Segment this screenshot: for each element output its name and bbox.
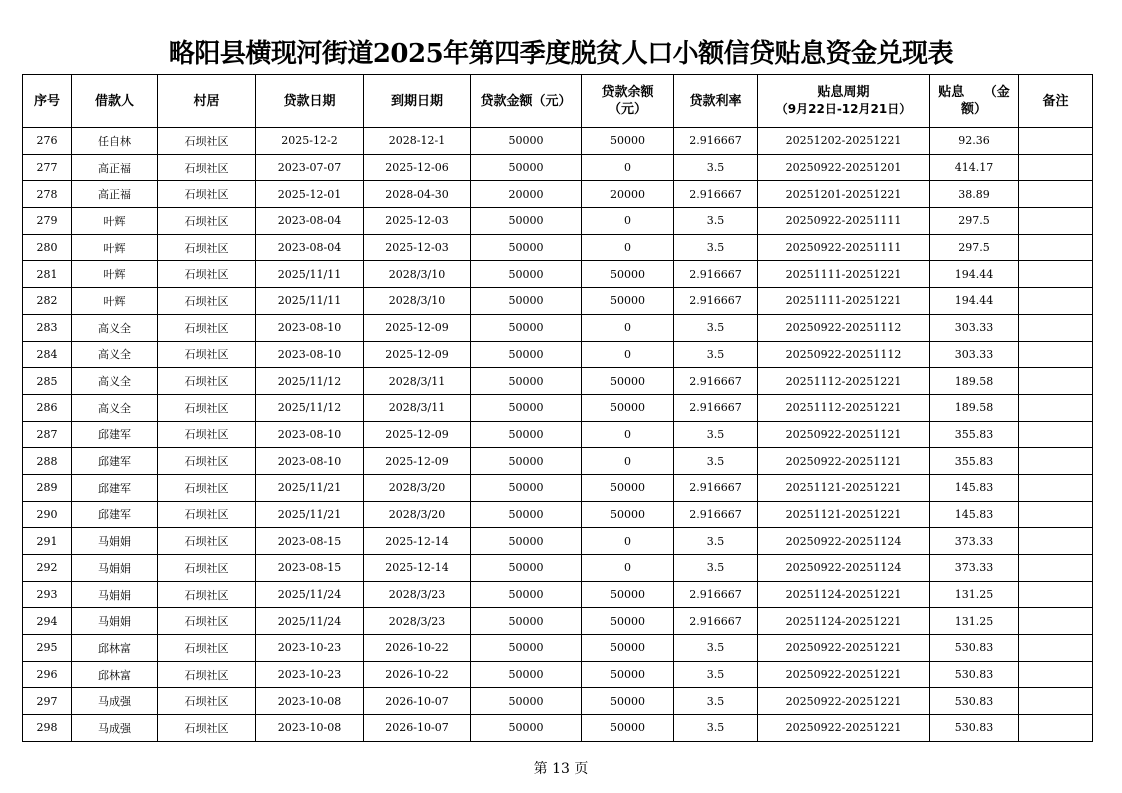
cell-loan-date: 2025/11/24 [256, 581, 364, 608]
cell-subsidy-amount: 131.25 [930, 608, 1019, 635]
cell-village: 石坝社区 [158, 474, 256, 501]
cell-loan-rate: 3.5 [674, 341, 758, 368]
cell-borrower: 邱建军 [72, 501, 158, 528]
cell-loan-rate: 3.5 [674, 154, 758, 181]
header-due-date: 到期日期 [364, 75, 471, 128]
cell-loan-rate: 3.5 [674, 448, 758, 475]
table-row [23, 394, 1093, 421]
cell-index: 280 [23, 234, 72, 261]
cell-subsidy-amount: 530.83 [930, 715, 1019, 742]
cell-note [1019, 608, 1093, 635]
cell-subsidy-period: 20251201-20251221 [758, 181, 930, 208]
cell-loan-balance: 50000 [582, 288, 674, 315]
cell-loan-balance: 50000 [582, 368, 674, 395]
cell-note [1019, 234, 1093, 261]
cell-loan-balance: 0 [582, 421, 674, 448]
header-loan-balance-line1: 贷款余额 [601, 85, 654, 100]
cell-loan-amount: 50000 [471, 635, 582, 662]
header-subsidy-amount-line2: 额） [960, 102, 987, 117]
cell-loan-rate: 2.916667 [674, 608, 758, 635]
cell-loan-rate: 2.916667 [674, 474, 758, 501]
cell-loan-balance: 50000 [582, 261, 674, 288]
cell-borrower: 邱建军 [72, 474, 158, 501]
cell-loan-amount: 50000 [471, 421, 582, 448]
cell-village: 石坝社区 [158, 448, 256, 475]
cell-note [1019, 368, 1093, 395]
cell-index: 294 [23, 608, 72, 635]
cell-loan-amount: 50000 [471, 528, 582, 555]
cell-subsidy-period: 20250922-20251112 [758, 314, 930, 341]
cell-loan-date: 2025/11/21 [256, 474, 364, 501]
cell-note [1019, 688, 1093, 715]
cell-note [1019, 261, 1093, 288]
cell-loan-amount: 50000 [471, 368, 582, 395]
header-subsidy-amount-line1: 贴息 （金 [938, 85, 1010, 100]
table-row [23, 208, 1093, 235]
cell-note [1019, 555, 1093, 582]
cell-loan-amount: 20000 [471, 181, 582, 208]
cell-loan-rate: 2.916667 [674, 288, 758, 315]
cell-index: 282 [23, 288, 72, 315]
cell-loan-amount: 50000 [471, 394, 582, 421]
cell-due-date: 2025-12-09 [364, 448, 471, 475]
cell-village: 石坝社区 [158, 261, 256, 288]
header-subsidy-period-line2: （9月22日-12月21日） [775, 102, 912, 116]
cell-subsidy-period: 20251111-20251221 [758, 288, 930, 315]
cell-index: 287 [23, 421, 72, 448]
cell-loan-date: 2023-10-23 [256, 661, 364, 688]
cell-index: 289 [23, 474, 72, 501]
cell-village: 石坝社区 [158, 608, 256, 635]
cell-borrower: 马成强 [72, 688, 158, 715]
cell-loan-date: 2023-10-23 [256, 635, 364, 662]
table-row [23, 341, 1093, 368]
cell-subsidy-period: 20251112-20251221 [758, 394, 930, 421]
cell-loan-balance: 50000 [582, 501, 674, 528]
cell-due-date: 2028-04-30 [364, 181, 471, 208]
cell-borrower: 马娟娟 [72, 555, 158, 582]
cell-borrower: 邱建军 [72, 448, 158, 475]
cell-loan-rate: 3.5 [674, 234, 758, 261]
cell-borrower: 马娟娟 [72, 528, 158, 555]
cell-note [1019, 661, 1093, 688]
cell-loan-amount: 50000 [471, 288, 582, 315]
cell-note [1019, 154, 1093, 181]
header-subsidy-period-line1: 贴息周期 [817, 85, 870, 100]
cell-due-date: 2025-12-09 [364, 314, 471, 341]
cell-loan-date: 2025/11/11 [256, 261, 364, 288]
cell-loan-date: 2025/11/12 [256, 394, 364, 421]
cell-due-date: 2028/3/10 [364, 261, 471, 288]
cell-loan-rate: 3.5 [674, 661, 758, 688]
table-row [23, 661, 1093, 688]
cell-subsidy-amount: 38.89 [930, 181, 1019, 208]
cell-due-date: 2026-10-07 [364, 688, 471, 715]
cell-subsidy-amount: 530.83 [930, 635, 1019, 662]
cell-loan-amount: 50000 [471, 581, 582, 608]
cell-subsidy-amount: 355.83 [930, 421, 1019, 448]
cell-subsidy-amount: 414.17 [930, 154, 1019, 181]
cell-village: 石坝社区 [158, 314, 256, 341]
cell-subsidy-period: 20251121-20251221 [758, 474, 930, 501]
cell-loan-amount: 50000 [471, 661, 582, 688]
cell-loan-balance: 50000 [582, 474, 674, 501]
document-title: 略阳县横现河街道2025年第四季度脱贫人口小额信贷贴息资金兑现表 [168, 39, 954, 69]
cell-due-date: 2026-10-22 [364, 635, 471, 662]
cell-due-date: 2026-10-22 [364, 661, 471, 688]
cell-index: 281 [23, 261, 72, 288]
cell-loan-balance: 20000 [582, 181, 674, 208]
table-row [23, 261, 1093, 288]
cell-loan-amount: 50000 [471, 208, 582, 235]
cell-subsidy-period: 20251124-20251221 [758, 581, 930, 608]
cell-loan-rate: 2.916667 [674, 368, 758, 395]
cell-borrower: 高正福 [72, 181, 158, 208]
cell-loan-amount: 50000 [471, 261, 582, 288]
cell-subsidy-period: 20250922-20251124 [758, 528, 930, 555]
cell-subsidy-period: 20250922-20251111 [758, 234, 930, 261]
cell-index: 283 [23, 314, 72, 341]
cell-subsidy-period: 20251124-20251221 [758, 608, 930, 635]
cell-loan-rate: 2.916667 [674, 261, 758, 288]
cell-loan-date: 2025-12-2 [256, 128, 364, 155]
cell-index: 276 [23, 128, 72, 155]
cell-village: 石坝社区 [158, 341, 256, 368]
cell-loan-date: 2025/11/21 [256, 501, 364, 528]
cell-loan-rate: 3.5 [674, 715, 758, 742]
cell-loan-balance: 0 [582, 208, 674, 235]
table-row [23, 715, 1093, 742]
header-loan-date: 贷款日期 [256, 75, 364, 128]
cell-subsidy-period: 20250922-20251112 [758, 341, 930, 368]
cell-subsidy-period: 20251111-20251221 [758, 261, 930, 288]
cell-village: 石坝社区 [158, 394, 256, 421]
cell-note [1019, 635, 1093, 662]
cell-loan-date: 2025/11/24 [256, 608, 364, 635]
cell-loan-rate: 3.5 [674, 208, 758, 235]
cell-subsidy-amount: 297.5 [930, 208, 1019, 235]
cell-subsidy-amount: 131.25 [930, 581, 1019, 608]
cell-index: 296 [23, 661, 72, 688]
cell-village: 石坝社区 [158, 581, 256, 608]
cell-loan-date: 2023-08-10 [256, 341, 364, 368]
table-row [23, 154, 1093, 181]
cell-note [1019, 181, 1093, 208]
cell-subsidy-amount: 530.83 [930, 688, 1019, 715]
cell-subsidy-amount: 92.36 [930, 128, 1019, 155]
cell-loan-rate: 2.916667 [674, 501, 758, 528]
table-body [23, 128, 1093, 742]
cell-note [1019, 501, 1093, 528]
cell-due-date: 2025-12-09 [364, 341, 471, 368]
cell-loan-rate: 3.5 [674, 421, 758, 448]
cell-subsidy-amount: 189.58 [930, 368, 1019, 395]
header-loan-rate: 贷款利率 [674, 75, 758, 128]
header-subsidy-period [758, 75, 930, 128]
cell-subsidy-amount: 194.44 [930, 288, 1019, 315]
cell-loan-rate: 3.5 [674, 635, 758, 662]
cell-borrower: 高义全 [72, 394, 158, 421]
header-loan-balance [582, 75, 674, 128]
cell-note [1019, 528, 1093, 555]
cell-due-date: 2028/3/10 [364, 288, 471, 315]
cell-loan-rate: 3.5 [674, 555, 758, 582]
table-row [23, 501, 1093, 528]
cell-due-date: 2026-10-07 [364, 715, 471, 742]
cell-loan-date: 2025-12-01 [256, 181, 364, 208]
cell-index: 295 [23, 635, 72, 662]
cell-loan-rate: 3.5 [674, 528, 758, 555]
header-note: 备注 [1019, 75, 1093, 128]
cell-subsidy-period: 20251121-20251221 [758, 501, 930, 528]
cell-loan-balance: 0 [582, 314, 674, 341]
cell-borrower: 叶辉 [72, 288, 158, 315]
cell-loan-balance: 50000 [582, 635, 674, 662]
cell-subsidy-period: 20251202-20251221 [758, 128, 930, 155]
cell-borrower: 马娟娟 [72, 581, 158, 608]
cell-subsidy-amount: 145.83 [930, 501, 1019, 528]
cell-note [1019, 208, 1093, 235]
cell-subsidy-amount: 530.83 [930, 661, 1019, 688]
cell-borrower: 叶辉 [72, 208, 158, 235]
cell-loan-rate: 2.916667 [674, 581, 758, 608]
cell-loan-amount: 50000 [471, 448, 582, 475]
cell-borrower: 邱林富 [72, 635, 158, 662]
cell-loan-date: 2023-08-15 [256, 528, 364, 555]
cell-loan-amount: 50000 [471, 341, 582, 368]
cell-note [1019, 394, 1093, 421]
cell-loan-date: 2023-08-04 [256, 208, 364, 235]
cell-subsidy-period: 20250922-20251221 [758, 635, 930, 662]
cell-loan-balance: 0 [582, 555, 674, 582]
cell-due-date: 2025-12-06 [364, 154, 471, 181]
table-row [23, 555, 1093, 582]
cell-village: 石坝社区 [158, 501, 256, 528]
header-borrower: 借款人 [72, 75, 158, 128]
table-row [23, 608, 1093, 635]
cell-subsidy-amount: 355.83 [930, 448, 1019, 475]
cell-due-date: 2025-12-03 [364, 234, 471, 261]
header-index: 序号 [23, 75, 72, 128]
cell-loan-date: 2023-08-04 [256, 234, 364, 261]
table-header-row [23, 75, 1093, 128]
cell-subsidy-period: 20250922-20251221 [758, 688, 930, 715]
cell-loan-amount: 50000 [471, 474, 582, 501]
cell-village: 石坝社区 [158, 208, 256, 235]
cell-village: 石坝社区 [158, 128, 256, 155]
cell-borrower: 邱建军 [72, 421, 158, 448]
cell-village: 石坝社区 [158, 555, 256, 582]
cell-note [1019, 715, 1093, 742]
header-loan-balance-line2: （元） [607, 102, 647, 117]
table-row [23, 635, 1093, 662]
cell-borrower: 高义全 [72, 368, 158, 395]
cell-index: 288 [23, 448, 72, 475]
cell-loan-balance: 0 [582, 234, 674, 261]
cell-subsidy-period: 20250922-20251121 [758, 421, 930, 448]
cell-loan-amount: 50000 [471, 501, 582, 528]
cell-loan-date: 2023-08-10 [256, 448, 364, 475]
cell-village: 石坝社区 [158, 421, 256, 448]
cell-note [1019, 288, 1093, 315]
cell-subsidy-period: 20250922-20251124 [758, 555, 930, 582]
cell-subsidy-period: 20250922-20251111 [758, 208, 930, 235]
table-row [23, 128, 1093, 155]
cell-due-date: 2028/3/20 [364, 474, 471, 501]
cell-borrower: 马成强 [72, 715, 158, 742]
cell-note [1019, 474, 1093, 501]
cell-due-date: 2028-12-1 [364, 128, 471, 155]
cell-index: 290 [23, 501, 72, 528]
cell-index: 279 [23, 208, 72, 235]
cell-note [1019, 448, 1093, 475]
header-loan-amount: 贷款金额（元） [471, 75, 582, 128]
cell-subsidy-amount: 189.58 [930, 394, 1019, 421]
cell-due-date: 2028/3/20 [364, 501, 471, 528]
cell-index: 278 [23, 181, 72, 208]
cell-village: 石坝社区 [158, 528, 256, 555]
cell-borrower: 高义全 [72, 341, 158, 368]
cell-loan-rate: 3.5 [674, 314, 758, 341]
cell-village: 石坝社区 [158, 154, 256, 181]
table-row [23, 528, 1093, 555]
subsidy-table [22, 74, 1093, 742]
cell-subsidy-amount: 297.5 [930, 234, 1019, 261]
cell-loan-date: 2025/11/11 [256, 288, 364, 315]
cell-subsidy-period: 20250922-20251221 [758, 661, 930, 688]
cell-loan-rate: 2.916667 [674, 128, 758, 155]
cell-loan-balance: 0 [582, 448, 674, 475]
cell-subsidy-amount: 145.83 [930, 474, 1019, 501]
cell-index: 297 [23, 688, 72, 715]
table-row [23, 234, 1093, 261]
cell-loan-date: 2023-10-08 [256, 715, 364, 742]
cell-borrower: 高义全 [72, 314, 158, 341]
cell-loan-rate: 2.916667 [674, 394, 758, 421]
cell-subsidy-period: 20251112-20251221 [758, 368, 930, 395]
cell-note [1019, 314, 1093, 341]
cell-loan-rate: 2.916667 [674, 181, 758, 208]
cell-index: 286 [23, 394, 72, 421]
cell-loan-balance: 50000 [582, 608, 674, 635]
cell-borrower: 任自林 [72, 128, 158, 155]
cell-due-date: 2028/3/23 [364, 581, 471, 608]
cell-loan-rate: 3.5 [674, 688, 758, 715]
cell-loan-balance: 50000 [582, 581, 674, 608]
cell-due-date: 2025-12-14 [364, 555, 471, 582]
cell-village: 石坝社区 [158, 181, 256, 208]
cell-loan-balance: 50000 [582, 688, 674, 715]
cell-subsidy-amount: 373.33 [930, 555, 1019, 582]
cell-loan-amount: 50000 [471, 154, 582, 181]
cell-loan-date: 2023-08-10 [256, 421, 364, 448]
cell-loan-date: 2023-08-15 [256, 555, 364, 582]
cell-loan-amount: 50000 [471, 314, 582, 341]
cell-subsidy-period: 20250922-20251121 [758, 448, 930, 475]
cell-loan-amount: 50000 [471, 688, 582, 715]
table-row [23, 421, 1093, 448]
cell-index: 298 [23, 715, 72, 742]
cell-village: 石坝社区 [158, 688, 256, 715]
cell-note [1019, 341, 1093, 368]
table-row [23, 288, 1093, 315]
cell-borrower: 叶辉 [72, 234, 158, 261]
cell-subsidy-amount: 194.44 [930, 261, 1019, 288]
cell-village: 石坝社区 [158, 234, 256, 261]
cell-note [1019, 421, 1093, 448]
cell-loan-balance: 0 [582, 528, 674, 555]
page-number: 第 13 页 [533, 761, 589, 777]
cell-due-date: 2025-12-03 [364, 208, 471, 235]
cell-loan-amount: 50000 [471, 715, 582, 742]
cell-village: 石坝社区 [158, 368, 256, 395]
cell-due-date: 2028/3/11 [364, 394, 471, 421]
header-subsidy-amount [930, 75, 1019, 128]
table-row [23, 368, 1093, 395]
cell-loan-balance: 50000 [582, 661, 674, 688]
cell-index: 277 [23, 154, 72, 181]
cell-loan-amount: 50000 [471, 608, 582, 635]
cell-loan-balance: 50000 [582, 715, 674, 742]
cell-loan-date: 2023-07-07 [256, 154, 364, 181]
cell-due-date: 2025-12-09 [364, 421, 471, 448]
cell-loan-amount: 50000 [471, 128, 582, 155]
cell-loan-balance: 50000 [582, 128, 674, 155]
cell-subsidy-period: 20250922-20251201 [758, 154, 930, 181]
cell-borrower: 马娟娟 [72, 608, 158, 635]
table-row [23, 181, 1093, 208]
cell-village: 石坝社区 [158, 715, 256, 742]
table-row [23, 448, 1093, 475]
cell-index: 293 [23, 581, 72, 608]
cell-index: 292 [23, 555, 72, 582]
cell-village: 石坝社区 [158, 661, 256, 688]
cell-due-date: 2025-12-14 [364, 528, 471, 555]
cell-index: 285 [23, 368, 72, 395]
cell-due-date: 2028/3/23 [364, 608, 471, 635]
cell-borrower: 邱林富 [72, 661, 158, 688]
cell-loan-date: 2023-10-08 [256, 688, 364, 715]
table-row [23, 688, 1093, 715]
cell-loan-amount: 50000 [471, 555, 582, 582]
cell-due-date: 2028/3/11 [364, 368, 471, 395]
cell-loan-date: 2023-08-10 [256, 314, 364, 341]
cell-index: 291 [23, 528, 72, 555]
cell-subsidy-period: 20250922-20251221 [758, 715, 930, 742]
cell-note [1019, 581, 1093, 608]
cell-subsidy-amount: 373.33 [930, 528, 1019, 555]
cell-subsidy-amount: 303.33 [930, 341, 1019, 368]
cell-borrower: 高正福 [72, 154, 158, 181]
header-village: 村居 [158, 75, 256, 128]
cell-loan-date: 2025/11/12 [256, 368, 364, 395]
cell-index: 284 [23, 341, 72, 368]
cell-loan-balance: 50000 [582, 394, 674, 421]
cell-loan-balance: 0 [582, 154, 674, 181]
cell-borrower: 叶辉 [72, 261, 158, 288]
table-row [23, 314, 1093, 341]
cell-loan-balance: 0 [582, 341, 674, 368]
cell-village: 石坝社区 [158, 635, 256, 662]
table-row [23, 474, 1093, 501]
table-row [23, 581, 1093, 608]
cell-subsidy-amount: 303.33 [930, 314, 1019, 341]
cell-village: 石坝社区 [158, 288, 256, 315]
cell-note [1019, 128, 1093, 155]
cell-loan-amount: 50000 [471, 234, 582, 261]
